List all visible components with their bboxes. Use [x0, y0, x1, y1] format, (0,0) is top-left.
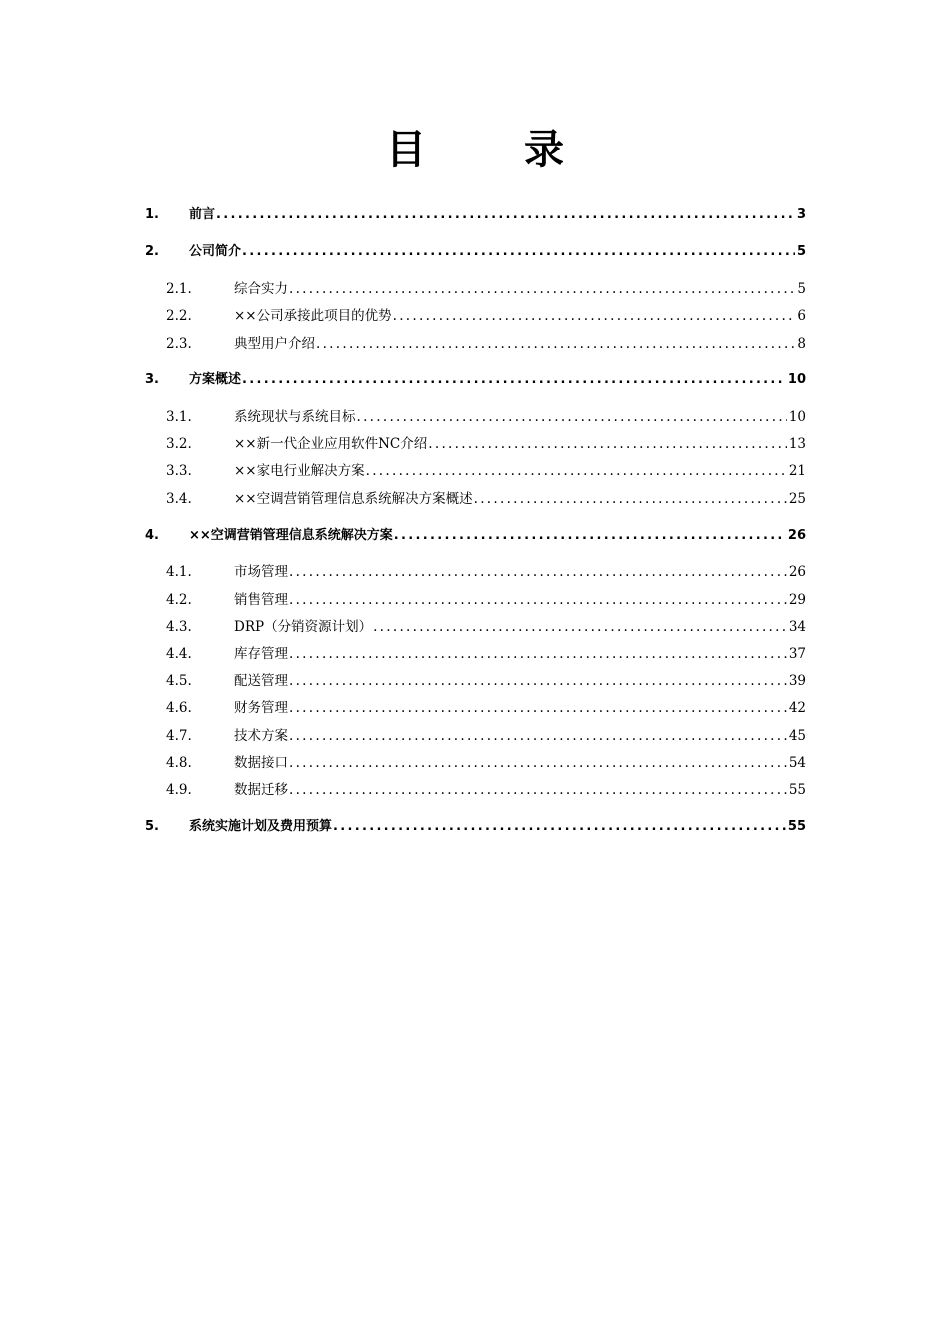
toc-entry-number: 4.1.: [166, 564, 192, 580]
toc-entry-number: 4.2.: [166, 592, 192, 608]
toc-entry-4-8[interactable]: [0, 753, 950, 773]
toc-entry-number: 4.5.: [166, 673, 192, 689]
toc-entry-3[interactable]: [0, 370, 950, 390]
toc-entry-number: 3.3.: [166, 463, 192, 479]
toc-entry-4-2[interactable]: [0, 590, 950, 610]
toc-entry-page: 54: [788, 755, 806, 771]
toc-entry-3-1[interactable]: [0, 407, 950, 427]
toc-entry-title: DRP（分销资源计划）: [234, 619, 373, 635]
toc-entry-1[interactable]: [0, 205, 950, 225]
toc-entry-page: 5: [796, 244, 806, 259]
toc-entry-number: 4.8.: [166, 755, 192, 771]
toc-dot-leader: [242, 370, 786, 390]
toc-entry-number: 3.4.: [166, 491, 192, 507]
toc-dot-leader: [216, 205, 795, 225]
toc-entry-page: 55: [787, 819, 806, 834]
toc-entry-page: 13: [788, 436, 806, 452]
toc-entry-number: 4.: [145, 528, 159, 543]
toc-entry-page: 25: [788, 491, 806, 507]
toc-entry-page: 34: [788, 619, 806, 635]
toc-entry-4-5[interactable]: [0, 671, 950, 691]
toc-entry-title: 数据迁移: [234, 782, 288, 798]
toc-entry-page: 26: [788, 564, 806, 580]
toc-entry-title: 公司简介: [189, 244, 242, 259]
toc-dot-leader: [393, 306, 796, 326]
toc-entry-title: ××空调营销管理信息系统解决方案: [189, 528, 393, 543]
toc-dot-leader: [289, 279, 795, 299]
toc-entry-4-4[interactable]: [0, 644, 950, 664]
toc-entry-5[interactable]: [0, 817, 950, 837]
toc-entry-page: 39: [788, 673, 806, 689]
toc-entry-number: 4.9.: [166, 782, 192, 798]
toc-entry-page: 29: [788, 592, 806, 608]
toc-entry-title: ××家电行业解决方案: [234, 463, 365, 479]
toc-entry-title: 市场管理: [234, 564, 288, 580]
toc-entry-number: 2.2.: [166, 308, 192, 324]
toc-entry-title: 典型用户介绍: [234, 336, 315, 352]
toc-entry-title: 库存管理: [234, 646, 288, 662]
toc-entry-4[interactable]: [0, 526, 950, 546]
page-title: 目 录: [386, 127, 606, 173]
toc-entry-page: 10: [787, 372, 806, 387]
toc-entry-number: 2.1.: [166, 281, 192, 297]
toc-entry-number: 3.: [145, 372, 159, 387]
toc-entry-number: 1.: [145, 207, 159, 222]
toc-entry-4-3[interactable]: [0, 617, 950, 637]
toc-dot-leader: [289, 590, 787, 610]
toc-entry-number: 4.4.: [166, 646, 192, 662]
toc-entry-3-3[interactable]: [0, 461, 950, 481]
toc-entry-number: 3.2.: [166, 436, 192, 452]
toc-entry-page: 21: [788, 463, 806, 479]
toc-entry-4-6[interactable]: [0, 698, 950, 718]
toc-entry-page: 6: [797, 308, 806, 324]
toc-entry-number: 4.6.: [166, 700, 192, 716]
toc-entry-number: 5.: [145, 819, 159, 834]
toc-entry-2-2[interactable]: [0, 306, 950, 326]
toc-dot-leader: [474, 489, 787, 509]
toc-dot-leader: [333, 817, 786, 837]
toc-entry-title: 系统现状与系统目标: [234, 409, 356, 425]
toc-entry-2[interactable]: [0, 242, 950, 262]
toc-entry-2-3[interactable]: [0, 334, 950, 354]
toc-dot-leader: [394, 526, 786, 546]
toc-entry-page: 55: [788, 782, 806, 798]
toc-dot-leader: [289, 671, 787, 691]
toc-entry-4-7[interactable]: [0, 726, 950, 746]
toc-entry-page: 37: [788, 646, 806, 662]
toc-dot-leader: [289, 644, 787, 664]
toc-entry-title: 配送管理: [234, 673, 288, 689]
toc-dot-leader: [366, 461, 787, 481]
toc-dot-leader: [289, 780, 787, 800]
toc-entry-title: ××新一代企业应用软件NC介绍: [234, 436, 428, 452]
toc-entry-2-1[interactable]: [0, 279, 950, 299]
toc-dot-leader: [289, 753, 787, 773]
toc-entry-page: 5: [797, 281, 806, 297]
toc-dot-leader: [289, 562, 787, 582]
toc-entry-title: 数据接口: [234, 755, 288, 771]
toc-entry-page: 10: [788, 409, 806, 425]
toc-entry-title: 技术方案: [234, 728, 288, 744]
toc-entry-page: 45: [788, 728, 806, 744]
toc-entry-4-9[interactable]: [0, 780, 950, 800]
toc-entry-3-2[interactable]: [0, 434, 950, 454]
toc-entry-title: 系统实施计划及费用预算: [189, 819, 333, 834]
toc-entry-page: 42: [788, 700, 806, 716]
toc-entry-title: 综合实力: [234, 281, 288, 297]
toc-dot-leader: [428, 434, 787, 454]
toc-entry-page: 8: [797, 336, 806, 352]
toc-entry-title: 前言: [189, 207, 216, 222]
toc-entry-title: 销售管理: [234, 592, 288, 608]
toc-entry-4-1[interactable]: [0, 562, 950, 582]
toc-entry-number: 2.: [145, 244, 159, 259]
toc-dot-leader: [316, 334, 795, 354]
toc-dot-leader: [289, 698, 787, 718]
toc-entry-page: 3: [796, 207, 806, 222]
toc-entry-title: 财务管理: [234, 700, 288, 716]
toc-dot-leader: [289, 726, 787, 746]
toc-entry-number: 4.7.: [166, 728, 192, 744]
toc-dot-leader: [357, 407, 787, 427]
toc-entry-page: 26: [787, 528, 806, 543]
toc-entry-number: 2.3.: [166, 336, 192, 352]
toc-entry-title: ××公司承接此项目的优势: [234, 308, 392, 324]
toc-entry-title: ××空调营销管理信息系统解决方案概述: [234, 491, 473, 507]
toc-dot-leader: [242, 242, 795, 262]
toc-entry-number: 4.3.: [166, 619, 192, 635]
toc-entry-number: 3.1.: [166, 409, 192, 425]
toc-entry-title: 方案概述: [189, 372, 242, 387]
toc-entry-3-4[interactable]: [0, 489, 950, 509]
toc-dot-leader: [373, 617, 787, 637]
